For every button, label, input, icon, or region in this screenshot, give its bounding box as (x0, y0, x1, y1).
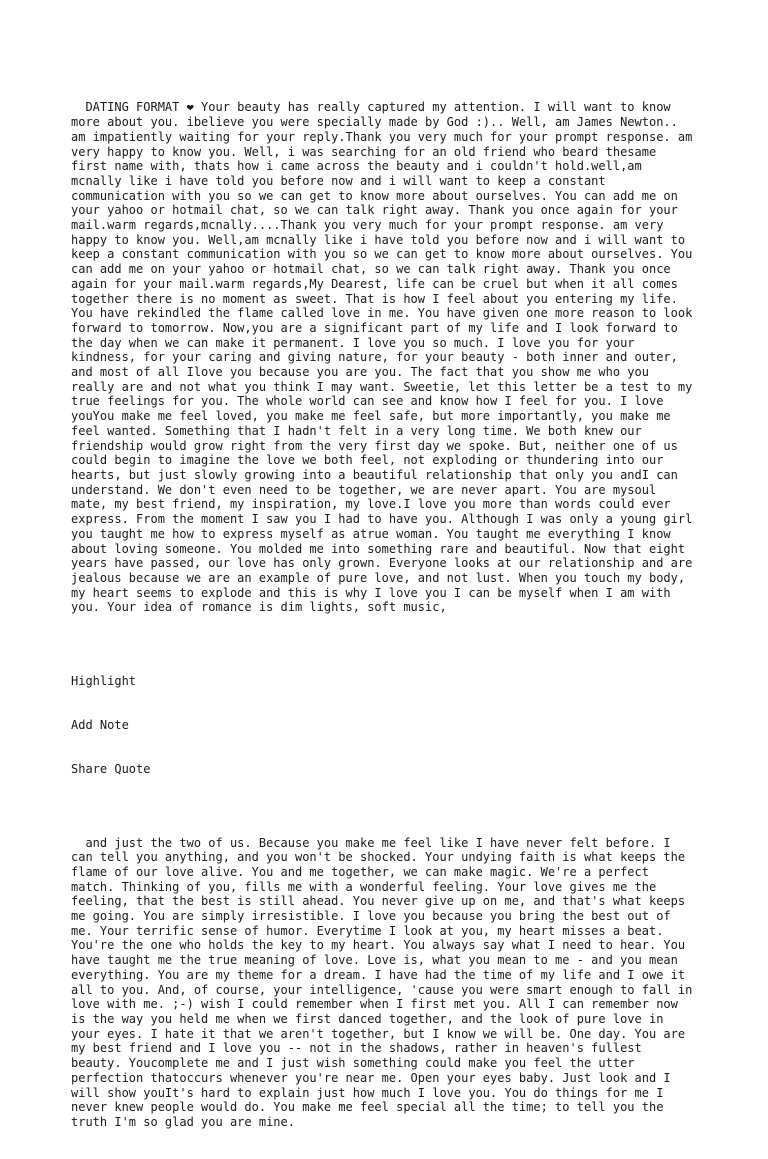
highlight-button[interactable]: Highlight (71, 673, 137, 688)
add-note-button[interactable]: Add Note (71, 717, 129, 732)
document-body (71, 71, 699, 1159)
letter-paragraph-1: DATING FORMAT ❤ Your beauty has really captured my attention. I will want to know more about you. ibelieve you were specially made by God :).. Well, am James Newton.. am impatiently waiting for your reply.Thank you very much for your prompt response. am very happy to know you. Well, i was searching for an old friend who beard thesame first name with, thats how i came across the beauty and i couldn't hold.well,am mcnally like i have told you before now and i will want to keep a constant communication with you so we can get to know more about ourselves. You can add me on your yahoo or hotmail chat, so we can talk right away. Thank you once again for your mail.warm regards,mcnally....Thank you very much for your prompt response. am very happy to know you. Well,am mcnally like i have told you before now and i will want to keep a constant communication with you so we can get to know more about ourselves. You can add me on your yahoo or hotmail chat, so we can talk right away. Thank you once again for your mail.warm regards,My Dearest, life can be cruel but when it all comes together there is no moment as sweet. That is how I feel about you entering my life. You have rekindled the flame called love in me. You have given one more reason to look forward to tomorrow. Now,you are a significant part of my life and I look forward to the day when we can make it permanent. I love you so much. I love you for your kindness, for your caring and giving nature, for your beauty - both inner and outer, and most of all Ilove you because you are you. The fact that you show me who you really are and not what you think I may want. Sweetie, let this letter be a test to my true feelings for you. The whole world can see and know how I feel for you. I love youYou make me feel loved, you make me feel safe, but more importantly, you make me feel wanted. Something that I hadn't felt in a very long time. We both knew our friendship would grow right from the very first day we spoke. But, neither one of us could begin to imagine the love we both feel, not exploding or thundering into our hearts, but just slowly growing into a beautiful relationship that only you andI can understand. We don't even need to be together, we are never apart. You are mysoul mate, my best friend, my inspiration, my love.I love you more than words could ever express. From the moment I saw you I had to have you. Although I was only a young girl you taught me how to express myself as atrue woman. You taught me everything I know about loving someone. You molded me into something rare and beautiful. Now that eight years have passed, our love has only grown. Everyone looks at our relationship and are jealous because we are an example of pure love, and not lust. When you touch my body, my heart seems to explode and this is why I love you I can be myself when I am with you. Your idea of romance is dim lights, soft music, (71, 100, 700, 615)
text-action-menu (71, 644, 699, 806)
share-quote-button[interactable]: Share Quote (71, 762, 151, 777)
letter-paragraph-2: and just the two of us. Because you make me feel like I have never felt before. I can tell you anything, and you won't be shocked. Your undying faith is what keeps the flame of our love alive. You and me together, we can make magic. We're a perfect match. Thinking of you, fills me with a wonderful feeling. Your love gives me the feeling, that the best is still ahead. You never give up on me, and that's what keeps me going. You are simply irresistible. I love you because you bring the best out of me. Your terrific sense of humor. Everytime I look at you, my heart misses a beat. You're the one who holds the key to my heart. You always say what I need to hear. You have taught me the true meaning of love. Love is, what you mean to me - and you mean everything. You are my theme for a dream. I have had the time of my life and I owe it all to you. And, of course, your intelligence, 'cause you were smart enough to fall in love with me. ;-) wish I could remember when I first met you. All I can remember now is the way you held me when we first danced together, and the look of pure love in your eyes. I hate it that we aren't together, but I know we will be. One day. You are my best friend and I love you -- not in the shadows, rather in heaven's fullest beauty. Youcomplete me and I just wish something could make you feel the utter perfection thatoccurs whenever you're near me. Open your eyes baby. Just look and I will show youIt's hard to explain just how much I love you. You do things for me I never knew people would do. You make me feel special all the time; to tell you the truth I'm so glad you are mine. (71, 835, 700, 1129)
